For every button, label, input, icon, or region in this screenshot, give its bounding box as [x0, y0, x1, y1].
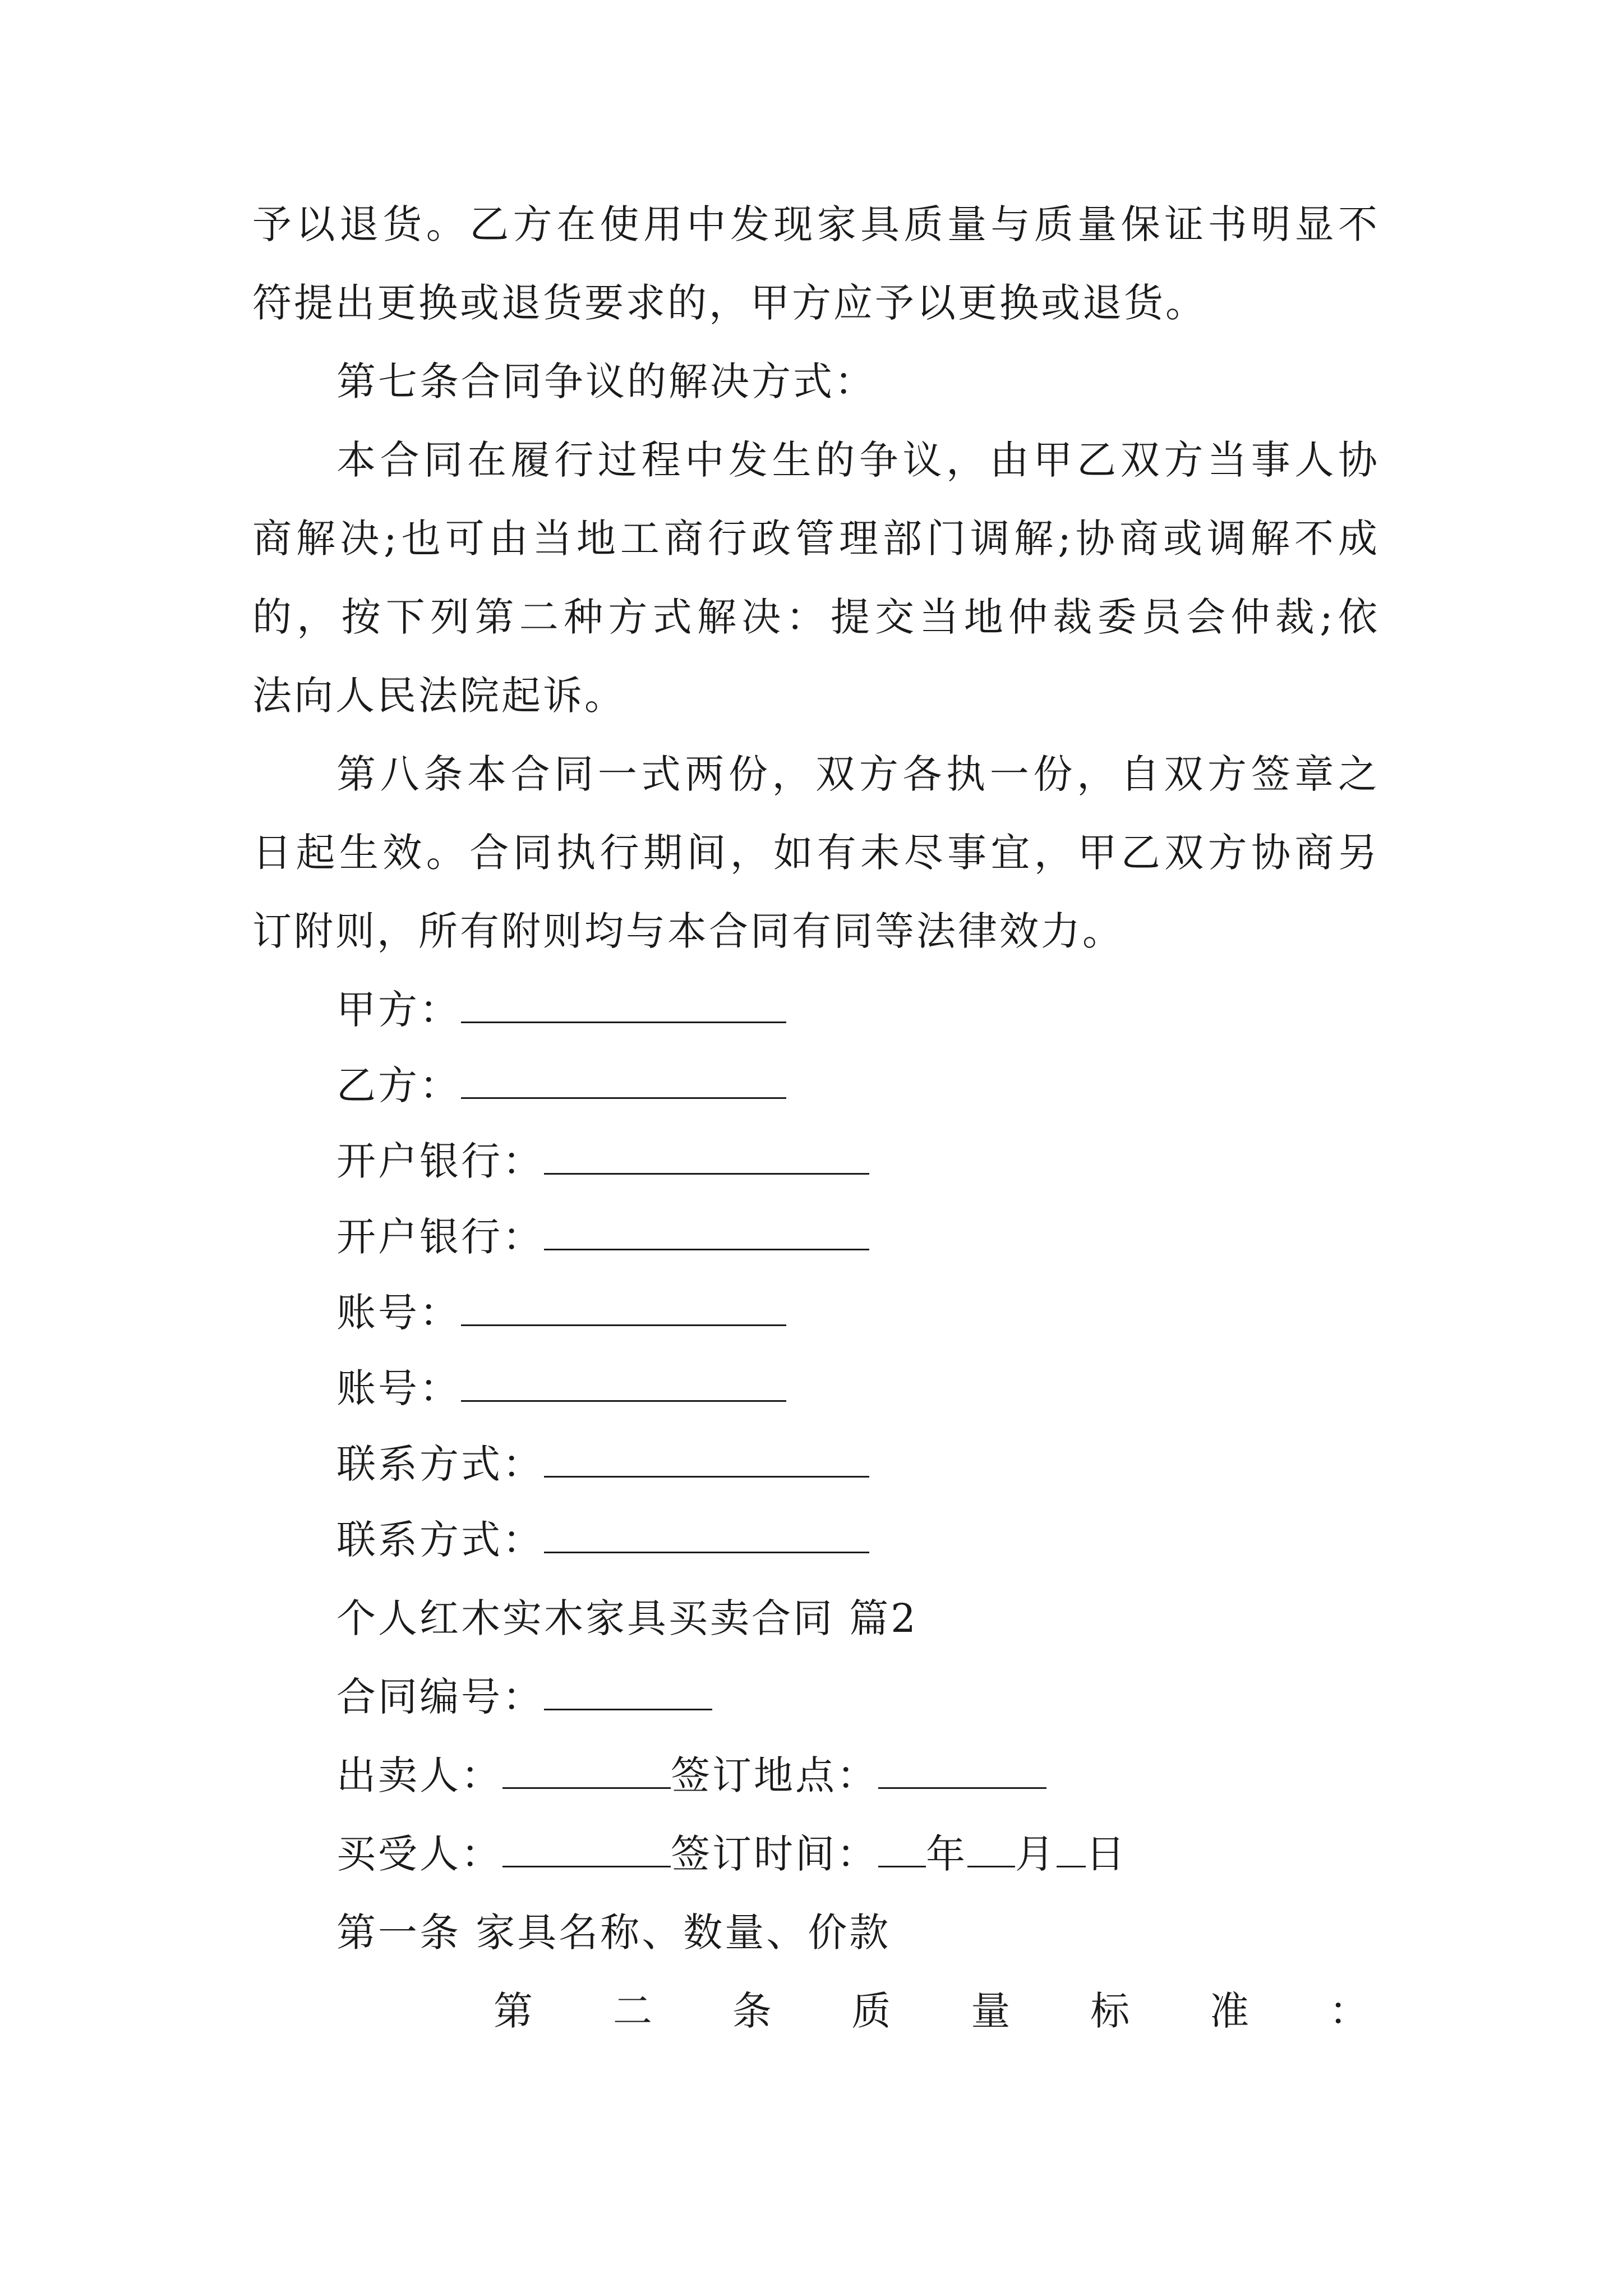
- bank-b-field: [336, 1209, 1464, 1265]
- fill-blank: [967, 1831, 1015, 1867]
- field-label: 买受人：: [336, 1831, 502, 1877]
- fill-blank: [461, 1365, 786, 1402]
- field-label: 出卖人：: [336, 1752, 502, 1798]
- section-heading: 个人红木实木家具买卖合同 篇2: [336, 1595, 918, 1641]
- field-label: 开户银行：: [336, 1214, 544, 1260]
- field-label: 乙方：: [336, 1062, 461, 1108]
- fill-blank: [878, 1831, 926, 1867]
- fill-blank: [502, 1752, 671, 1789]
- field-label: 合同编号：: [336, 1674, 544, 1720]
- article-2-char: 第: [494, 1988, 533, 2034]
- contract-number-field: [336, 1669, 1464, 1725]
- article-2-char: 条: [732, 1988, 772, 2034]
- date-year-label: 年: [926, 1831, 967, 1877]
- fill-blank: [1057, 1831, 1086, 1867]
- paragraph-line: 符提出更换或退货要求的，甲方应予以更换或退货。: [252, 280, 1207, 326]
- fill-blank: [544, 1674, 712, 1710]
- article-2-char: 标: [1090, 1988, 1130, 2034]
- field-label: 签订地点：: [671, 1752, 878, 1798]
- field-label: 甲方：: [336, 987, 461, 1033]
- field-label: 开户银行：: [336, 1138, 544, 1184]
- fill-blank: [544, 1214, 869, 1250]
- seller-place-row: [336, 1747, 1464, 1803]
- contact-b-field: [336, 1512, 1464, 1568]
- paragraph-line: 第八条本合同一式两份，双方各执一份，自双方签章之: [336, 751, 1380, 797]
- paragraph-line: 商解决;也可由当地工商行政管理部门调解;协商或调解不成: [252, 516, 1380, 562]
- fill-blank: [461, 1062, 786, 1099]
- fill-blank: [544, 1517, 869, 1553]
- article-2-char: ：: [1329, 1988, 1368, 2034]
- paragraph-line: 的，按下列第二种方式解决：提交当地仲裁委员会仲裁;依: [252, 594, 1380, 640]
- fill-blank: [502, 1831, 671, 1867]
- account-b-field: [336, 1360, 1464, 1416]
- buyer-time-row: [336, 1826, 1464, 1882]
- fill-blank: [544, 1441, 869, 1478]
- paragraph-line: 法向人民法院起诉。: [252, 673, 626, 719]
- field-label: 账号：: [336, 1365, 461, 1411]
- paragraph-line: 予以退货。乙方在使用中发现家具质量与质量保证书明显不: [252, 201, 1380, 247]
- article-2-char: 量: [971, 1988, 1011, 2034]
- field-label: 联系方式：: [336, 1441, 544, 1487]
- party-b-field: [336, 1057, 1464, 1114]
- article-2-char: 二: [612, 1988, 652, 2034]
- bank-a-field: [336, 1133, 1464, 1189]
- date-month-label: 月: [1015, 1831, 1057, 1877]
- account-a-field: [336, 1285, 1464, 1341]
- contact-a-field: [336, 1436, 1464, 1492]
- article-2-title: [494, 1983, 1368, 2039]
- fill-blank: [544, 1138, 869, 1175]
- article-1-title: 第一条 家具名称、数量、价款: [336, 1910, 891, 1955]
- article-7-title: 第七条合同争议的解决方式：: [336, 358, 876, 404]
- party-a-field: [336, 982, 1464, 1038]
- article-2-char: 准: [1210, 1988, 1249, 2034]
- field-label: 账号：: [336, 1290, 461, 1336]
- fill-blank: [461, 1290, 786, 1326]
- paragraph-line: 日起生效。合同执行期间，如有未尽事宜，甲乙双方协商另: [252, 830, 1380, 876]
- paragraph-line: 订附则，所有附则均与本合同有同等法律效力。: [252, 908, 1124, 954]
- field-label: 联系方式：: [336, 1517, 544, 1563]
- date-day-label: 日: [1086, 1831, 1127, 1877]
- article-2-char: 质: [851, 1988, 891, 2034]
- fill-blank: [878, 1752, 1046, 1789]
- paragraph-line: 本合同在履行过程中发生的争议，由甲乙双方当事人协: [336, 437, 1380, 483]
- field-label: 签订时间：: [671, 1831, 878, 1877]
- fill-blank: [461, 987, 786, 1023]
